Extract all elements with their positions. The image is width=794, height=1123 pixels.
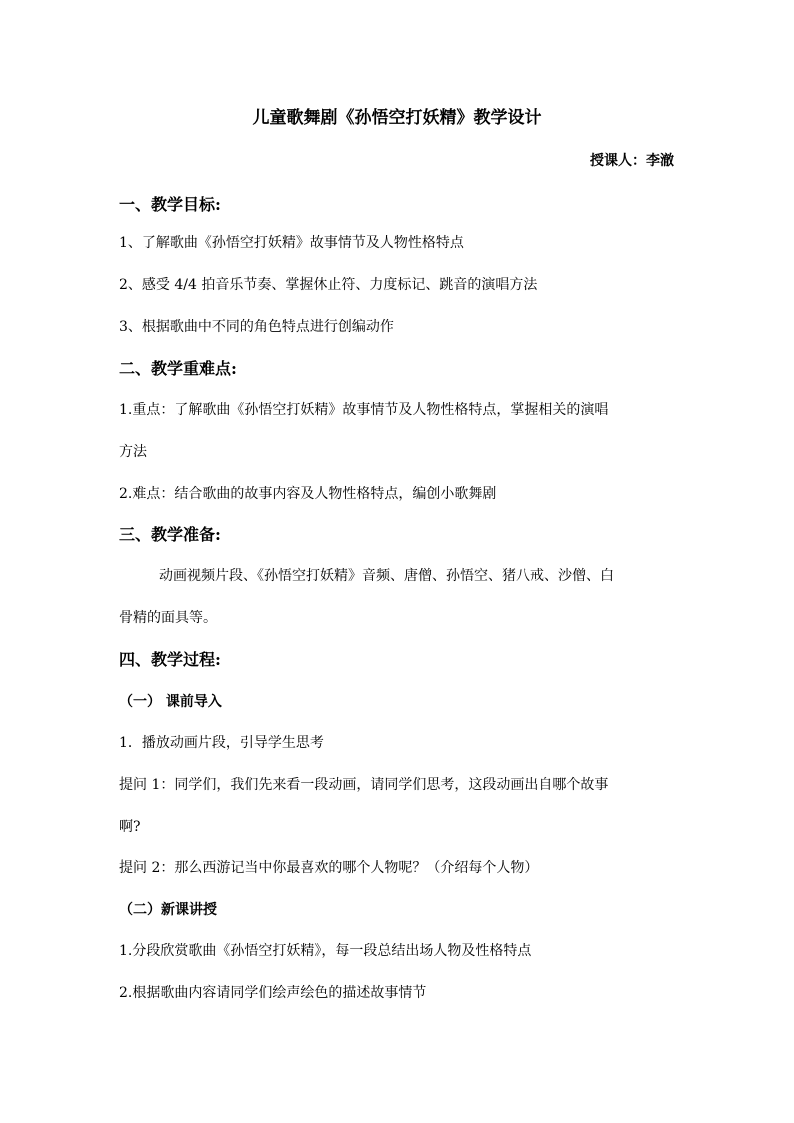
intro-question-2: 提问 2：那么西游记当中你最喜欢的哪个人物呢？（介绍每个人物） bbox=[119, 860, 539, 876]
key-point-2: 2.难点：结合歌曲的故事内容及人物性格特点，编创小歌舞剧 bbox=[119, 486, 497, 502]
section-heading-preparation: 三、教学准备: bbox=[119, 525, 221, 544]
preparation-line-2: 骨精的面具等。 bbox=[119, 610, 217, 626]
new-lesson-step-1: 1.分段欣赏歌曲《孙悟空打妖精》，每一段总结出场人物及性格特点 bbox=[119, 943, 532, 959]
subsection-heading-intro: （一） 课前导入 bbox=[119, 694, 222, 710]
subsection-heading-new-lesson: （二）新课讲授 bbox=[119, 902, 217, 918]
intro-question-1-line-2: 啊? bbox=[119, 819, 141, 835]
author-line: 授课人：李澈 bbox=[590, 153, 674, 169]
goal-item-2: 2、感受 4/4 拍音乐节奏、掌握休止符、力度标记、跳音的演唱方法 bbox=[119, 277, 538, 293]
section-heading-key-points: 二、教学重难点: bbox=[119, 359, 237, 378]
section-heading-goals: 一、教学目标: bbox=[119, 195, 221, 214]
new-lesson-step-2: 2.根据歌曲内容请同学们绘声绘色的描述故事情节 bbox=[119, 985, 427, 1001]
preparation-line-1: 动画视频片段、《孙悟空打妖精》音频、唐僧、孙悟空、猪八戒、沙僧、白 bbox=[159, 568, 614, 584]
document-title: 儿童歌舞剧《孙悟空打妖精》教学设计 bbox=[252, 108, 542, 128]
goal-item-1: 1、了解歌曲《孙悟空打妖精》故事情节及人物性格特点 bbox=[119, 235, 464, 251]
intro-step-1: 1．播放动画片段，引导学生思考 bbox=[119, 735, 324, 751]
goal-item-3: 3、根据歌曲中不同的角色特点进行创编动作 bbox=[119, 319, 394, 335]
section-heading-process: 四、教学过程: bbox=[119, 650, 221, 669]
intro-question-1-line-1: 提问 1：同学们，我们先来看一段动画，请同学们思考，这段动画出自哪个故事 bbox=[119, 777, 609, 793]
key-point-1-line-2: 方法 bbox=[119, 444, 147, 460]
key-point-1-line-1: 1.重点：了解歌曲《孙悟空打妖精》故事情节及人物性格特点，掌握相关的演唱 bbox=[119, 402, 609, 418]
